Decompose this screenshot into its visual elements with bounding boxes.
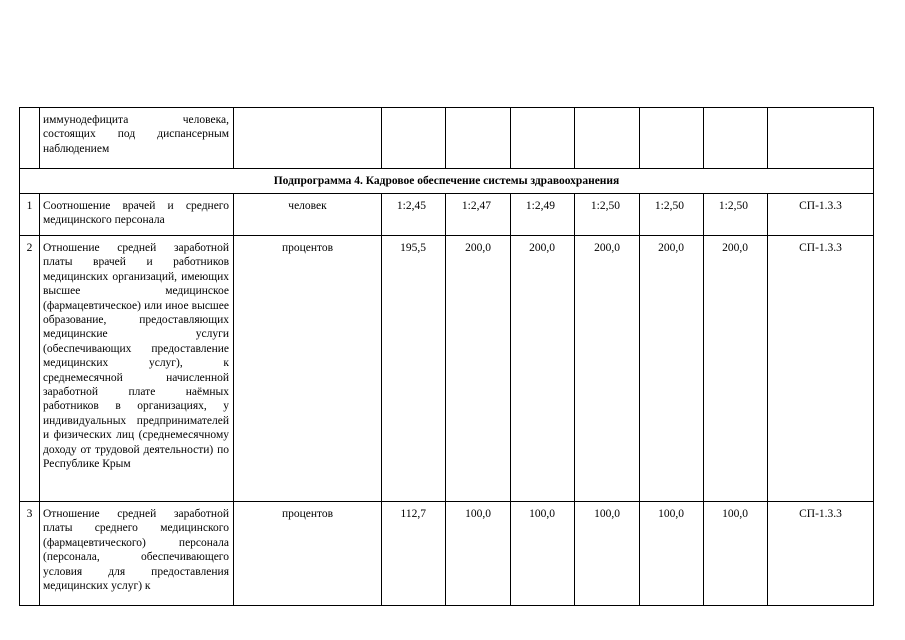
cell-value: 1:2,49 (511, 194, 575, 236)
cell-value (446, 108, 511, 169)
cell-value: 100,0 (640, 502, 704, 606)
cell-unit: процентов (234, 502, 382, 606)
cell-value: 1:2,50 (575, 194, 640, 236)
cell-description: Отношение средней заработной платы врачей и работников медицинских организаций, имеющих высшее медицинское (фармацевтическое) или иное высшее образование, предоставляющих медицинские услуги (обеспечивающих предоставление медицинских услуг), к среднемесячной начисленной заработной плате наёмных работников в организациях, у индивидуальных предпринимателей и физических лиц (среднемесячному доходу от трудовой деятельности) по Республике Крым (40, 236, 234, 502)
cell-value (511, 108, 575, 169)
cell-value: 100,0 (446, 502, 511, 606)
cell-value: 200,0 (640, 236, 704, 502)
subprogram-header-row (20, 169, 874, 194)
cell-source: СП-1.3.3 (768, 194, 874, 236)
cell-value: 100,0 (575, 502, 640, 606)
cell-num: 3 (20, 502, 40, 606)
cell-num: 1 (20, 194, 40, 236)
cell-value: 195,5 (382, 236, 446, 502)
cell-value: 1:2,50 (704, 194, 768, 236)
cell-value (704, 108, 768, 169)
cell-description: Соотношение врачей и среднего медицинского персонала (40, 194, 234, 236)
cell-value: 100,0 (704, 502, 768, 606)
cell-value (382, 108, 446, 169)
cell-source: СП-1.3.3 (768, 236, 874, 502)
cell-value: 1:2,47 (446, 194, 511, 236)
table-row-continuation (20, 108, 874, 169)
table-row (20, 194, 874, 236)
cell-value: 200,0 (704, 236, 768, 502)
cell-value: 100,0 (511, 502, 575, 606)
subprogram-title: Подпрограмма 4. Кадровое обеспечение системы здравоохранения (20, 169, 874, 194)
cell-description: Отношение средней заработной платы среднего медицинского (фармацевтического) персонала (персонала, обеспечивающего условия для предоставления медицинских услуг) к (40, 502, 234, 606)
cell-value: 200,0 (575, 236, 640, 502)
cell-unit (234, 108, 382, 169)
cell-value: 200,0 (446, 236, 511, 502)
table-row (20, 236, 874, 502)
cell-source: СП-1.3.3 (768, 502, 874, 606)
cell-value: 112,7 (382, 502, 446, 606)
cell-num: 2 (20, 236, 40, 502)
indicators-table (19, 107, 874, 606)
cell-value (575, 108, 640, 169)
cell-unit: процентов (234, 236, 382, 502)
cell-value: 200,0 (511, 236, 575, 502)
cell-value: 1:2,45 (382, 194, 446, 236)
table-row (20, 502, 874, 606)
cell-unit: человек (234, 194, 382, 236)
cell-num (20, 108, 40, 169)
cell-value: 1:2,50 (640, 194, 704, 236)
cell-source (768, 108, 874, 169)
cell-value (640, 108, 704, 169)
cell-description: иммунодефицита человека, состоящих под диспансерным наблюдением (40, 108, 234, 169)
